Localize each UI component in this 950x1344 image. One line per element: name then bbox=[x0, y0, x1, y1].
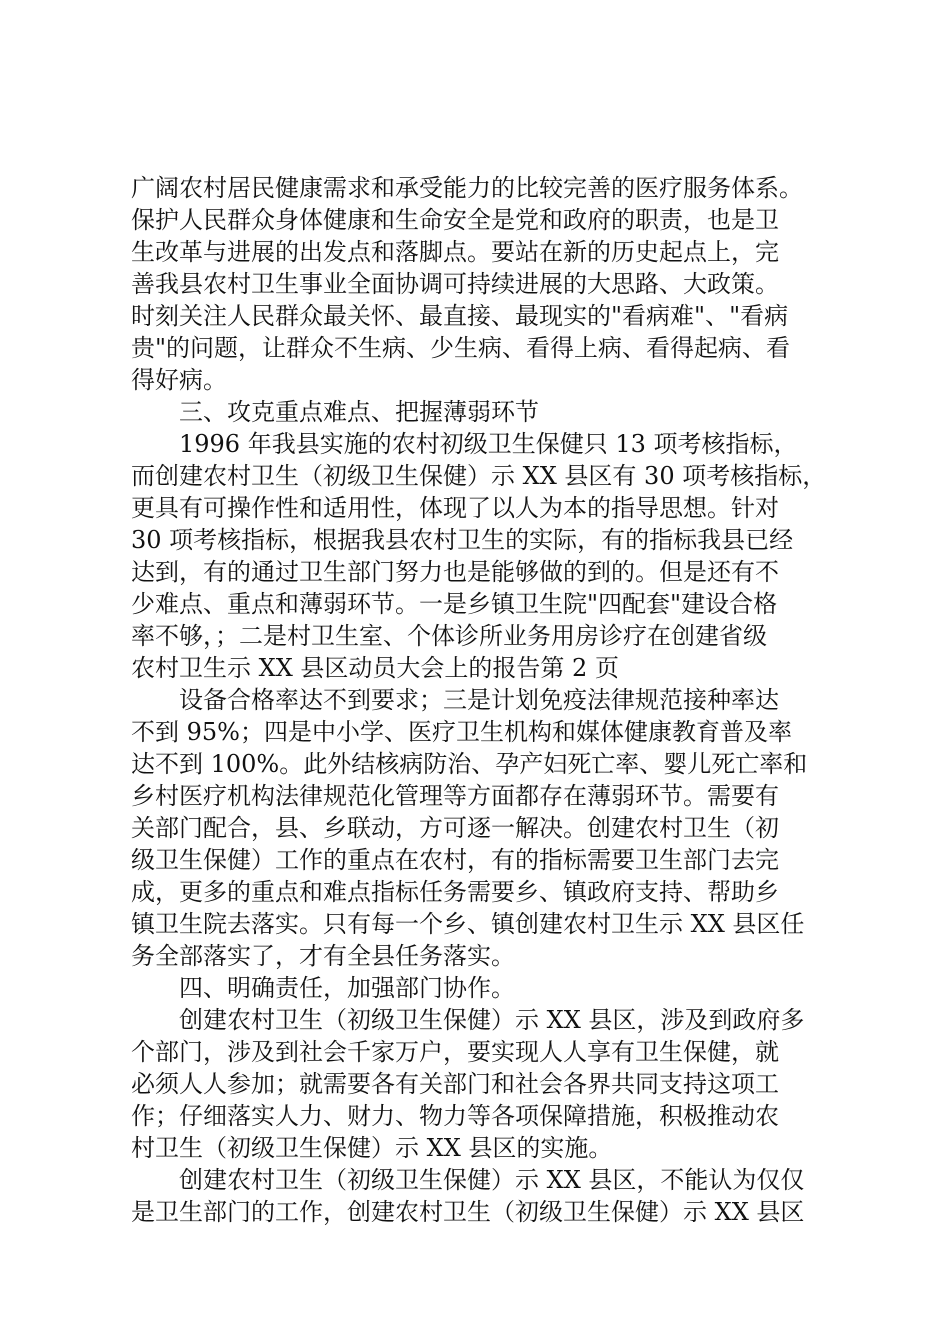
text-line: 而创建农村卫生（初级卫生保健）示 XX 县区有 30 项考核指标， bbox=[131, 462, 827, 490]
paragraph-start-line: 1996 年我县实施的农村初级卫生保健只 13 项考核指标， bbox=[179, 430, 798, 458]
text-line: 不到 95%；四是中小学、医疗卫生机构和媒体健康教育普及率 bbox=[131, 718, 792, 746]
text-line: 贵"的问题，让群众不生病、少生病、看得上病、看得起病、看 bbox=[131, 334, 791, 362]
text-line: 是卫生部门的工作，创建农村卫生（初级卫生保健）示 XX 县区 bbox=[131, 1198, 805, 1226]
text-line: 个部门，涉及到社会千家万户，要实现人人享有卫生保健，就 bbox=[131, 1038, 779, 1066]
text-line: 率不够，；二是村卫生室、个体诊所业务用房诊疗在创建省级 bbox=[131, 622, 767, 650]
text-line: 达不到 100%。此外结核病防治、孕产妇死亡率、婴儿死亡率和 bbox=[131, 750, 808, 778]
paragraph-start-line: 设备合格率达不到要求；三是计划免疫法律规范接种率达 bbox=[179, 686, 779, 714]
text-line: 善我县农村卫生事业全面协调可持续进展的大思路、大政策。 bbox=[131, 270, 779, 298]
text-line: 保护人民群众身体健康和生命安全是党和政府的职责，也是卫 bbox=[131, 206, 779, 234]
text-line: 少难点、重点和薄弱环节。一是乡镇卫生院"四配套"建设合格 bbox=[131, 590, 778, 618]
text-line: 关部门配合，县、乡联动，方可逐一解决。创建农村卫生（初 bbox=[131, 814, 779, 842]
text-line: 达到，有的通过卫生部门努力也是能够做的到的。但是还有不 bbox=[131, 558, 779, 586]
paragraph-start-line: 四、明确责任，加强部门协作。 bbox=[179, 974, 515, 1002]
text-line: 更具有可操作性和适用性，体现了以人为本的指导思想。针对 bbox=[131, 494, 779, 522]
text-line: 作；仔细落实人力、财力、物力等各项保障措施，积极推动农 bbox=[131, 1102, 779, 1130]
text-line: 成，更多的重点和难点指标任务需要乡、镇政府支持、帮助乡 bbox=[131, 878, 779, 906]
text-line: 必须人人参加；就需要各有关部门和社会各界共同支持这项工 bbox=[131, 1070, 779, 1098]
text-line: 村卫生（初级卫生保健）示 XX 县区的实施。 bbox=[131, 1134, 613, 1162]
paragraph-start-line: 创建农村卫生（初级卫生保健）示 XX 县区，不能认为仅仅 bbox=[179, 1166, 805, 1194]
document-body bbox=[131, 172, 831, 1228]
text-line: 生改革与进展的出发点和落脚点。要站在新的历史起点上，完 bbox=[131, 238, 779, 266]
text-line: 广阔农村居民健康需求和承受能力的比较完善的医疗服务体系。 bbox=[131, 174, 803, 202]
text-line: 农村卫生示 XX 县区动员大会上的报告第 2 页 bbox=[131, 654, 619, 682]
text-line: 乡村医疗机构法律规范化管理等方面都存在薄弱环节。需要有 bbox=[131, 782, 779, 810]
text-line: 时刻关注人民群众最关怀、最直接、最现实的"看病难"、"看病 bbox=[131, 302, 789, 330]
text-line: 级卫生保健）工作的重点在农村，有的指标需要卫生部门去完 bbox=[131, 846, 779, 874]
text-line: 镇卫生院去落实。只有每一个乡、镇创建农村卫生示 XX 县区任 bbox=[131, 910, 805, 938]
text-line: 30 项考核指标，根据我县农村卫生的实际，有的指标我县已经 bbox=[131, 526, 794, 554]
paragraph-start-line: 三、攻克重点难点、把握薄弱环节 bbox=[179, 398, 539, 426]
text-line: 务全部落实了，才有全县任务落实。 bbox=[131, 942, 515, 970]
paragraph-start-line: 创建农村卫生（初级卫生保健）示 XX 县区，涉及到政府多 bbox=[179, 1006, 805, 1034]
text-line: 得好病。 bbox=[131, 366, 227, 394]
